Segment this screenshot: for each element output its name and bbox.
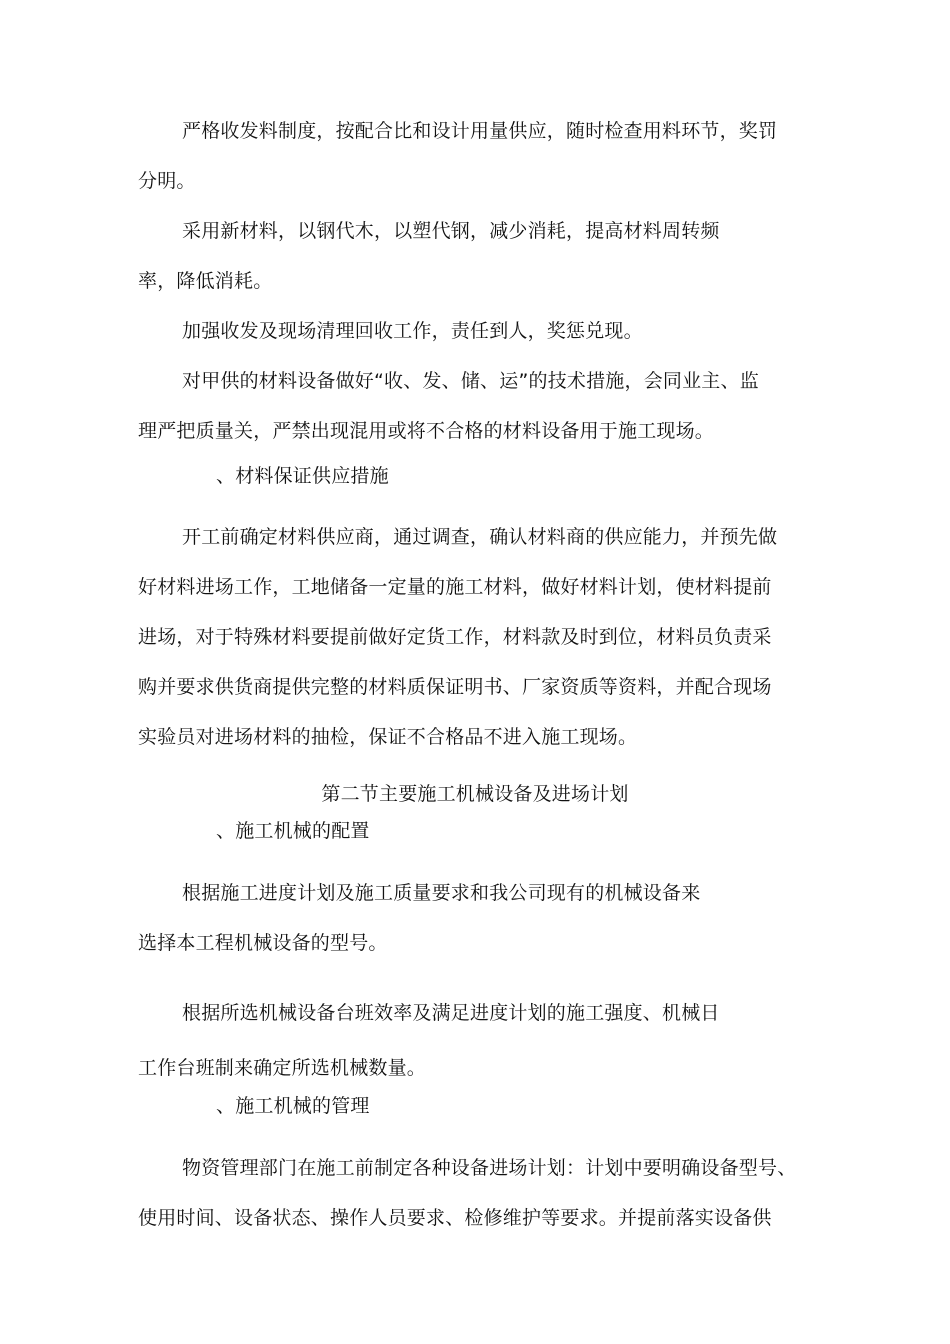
paragraph-line: 实验员对进场材料的抽检，保证不合格品不进入施工现场。 [138, 726, 638, 748]
paragraph-line: 选择本工程机械设备的型号。 [138, 932, 388, 954]
paragraph-line: 进场，对于特殊材料要提前做好定货工作，材料款及时到位，材料员负责采 [138, 626, 772, 648]
paragraph-line: 物资管理部门在施工前制定各种设备进场计划：计划中要明确设备型号、 [182, 1157, 797, 1179]
paragraph-line: 购并要求供货商提供完整的材料质保证明书、厂家资质等资料，并配合现场 [138, 676, 772, 698]
subsection-heading: 、材料保证供应措施 [216, 465, 389, 487]
section-title: 第二节主要施工机械设备及进场计划 [321, 783, 629, 805]
paragraph-line: 采用新材料，以钢代木，以塑代钢，减少消耗，提高材料周转频 [182, 220, 720, 242]
paragraph-line: 严格收发料制度，按配合比和设计用量供应，随时检查用料环节，奖罚 [182, 120, 778, 142]
paragraph-line: 加强收发及现场清理回收工作，责任到人，奖惩兑现。 [182, 320, 643, 342]
paragraph-line: 根据所选机械设备台班效率及满足进度计划的施工强度、机械日 [182, 1002, 720, 1024]
paragraph-line: 率，降低消耗。 [138, 270, 273, 292]
paragraph-line: 开工前确定材料供应商，通过调查，确认材料商的供应能力，并预先做 [182, 526, 778, 548]
paragraph-line: 分明。 [138, 170, 196, 192]
paragraph-line: 工作台班制来确定所选机械数量。 [138, 1057, 427, 1079]
paragraph-line: 好材料进场工作，工地储备一定量的施工材料，做好材料计划，使材料提前 [138, 576, 772, 598]
paragraph-line: 理严把质量关，严禁出现混用或将不合格的材料设备用于施工现场。 [138, 420, 715, 442]
paragraph-line: 使用时间、设备状态、操作人员要求、检修维护等要求。并提前落实设备供 [138, 1207, 772, 1229]
paragraph-line: 对甲供的材料设备做好“收、发、储、运”的技术措施，会同业主、监 [182, 370, 759, 392]
subsection-heading: 、施工机械的管理 [216, 1095, 370, 1117]
paragraph-line: 根据施工进度计划及施工质量要求和我公司现有的机械设备来 [182, 882, 701, 904]
subsection-heading: 、施工机械的配置 [216, 820, 370, 842]
